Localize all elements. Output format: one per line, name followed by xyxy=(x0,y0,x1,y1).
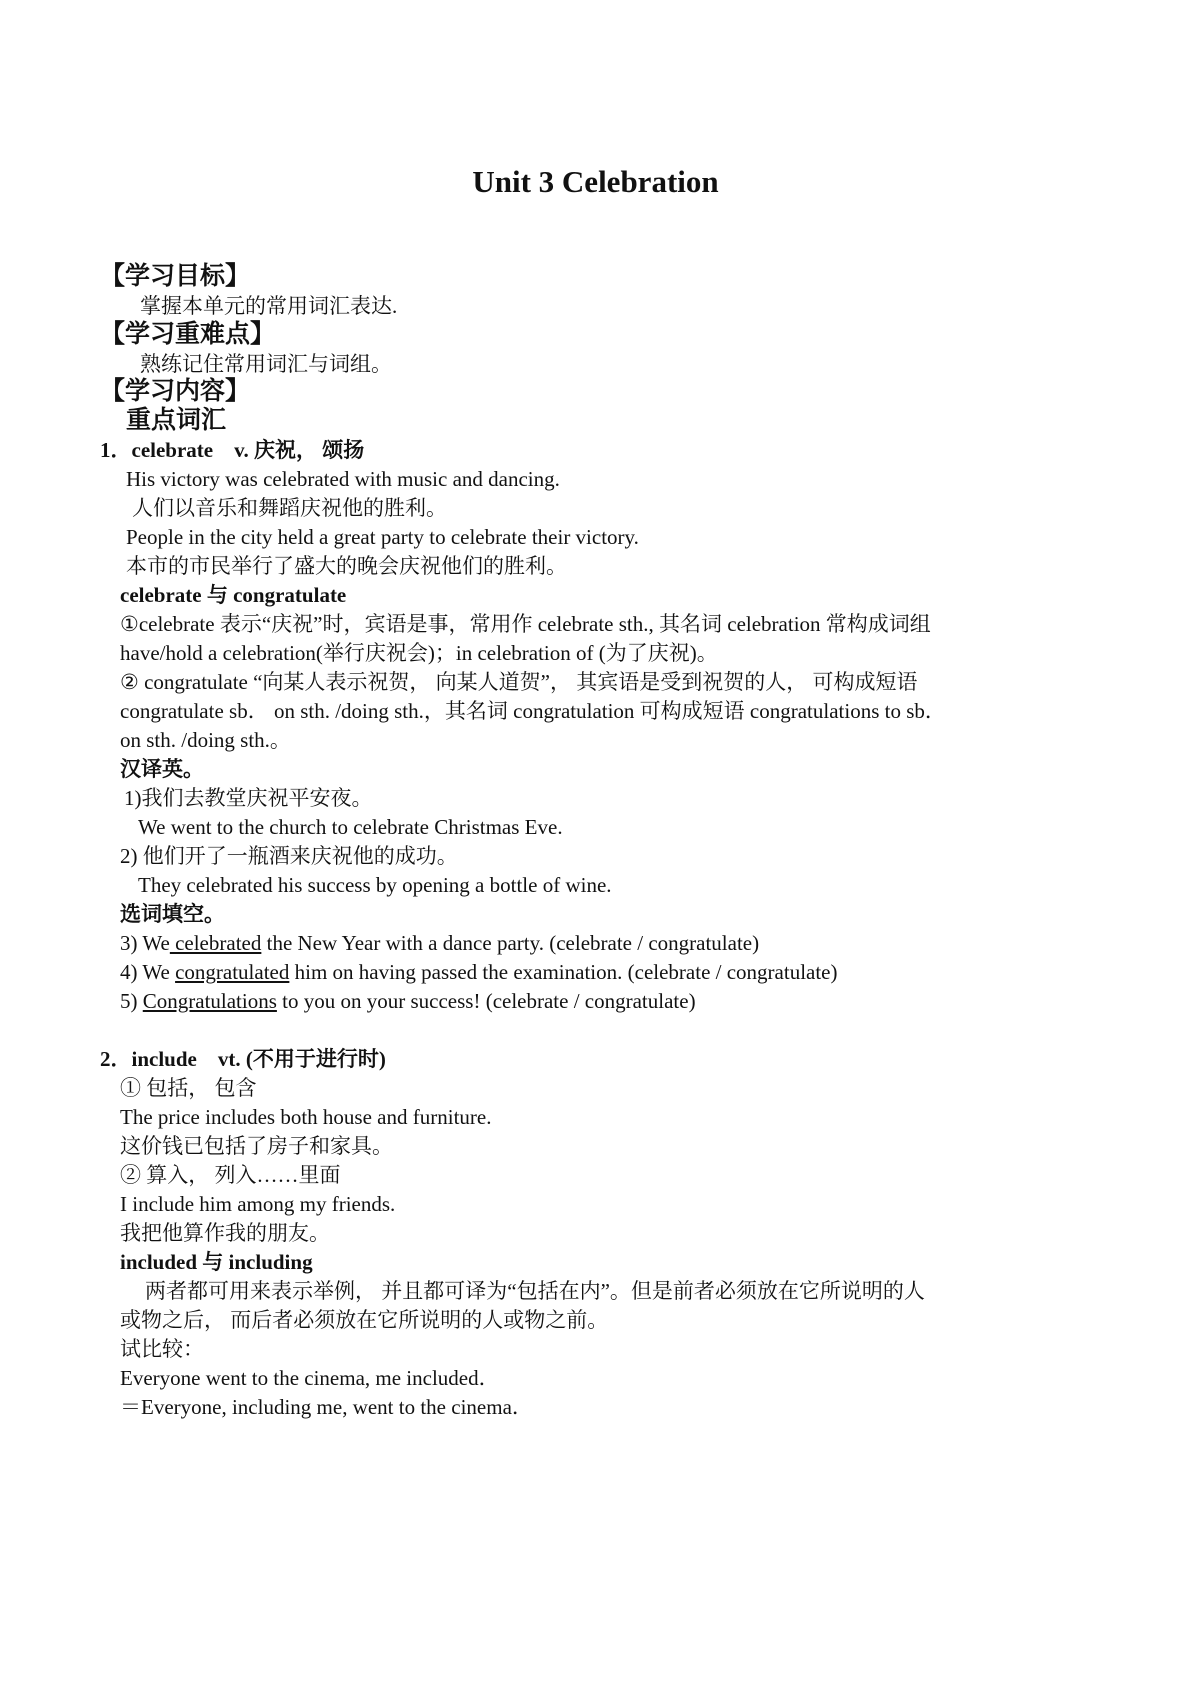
translation-1-en: We went to the church to celebrate Christmas Eve. xyxy=(138,815,563,839)
vocab-heading: 重点词汇 xyxy=(126,407,227,434)
goal-text: 掌握本单元的常用词汇表达. xyxy=(140,294,398,318)
item2-sense1: ① 包括， 包含 xyxy=(120,1076,257,1100)
translation-2-en: They celebrated his success by opening a bottle of wine. xyxy=(138,873,612,897)
item2-sense2-cn: 我把他算作我的朋友。 xyxy=(120,1221,330,1245)
item1-note2-line3: on sth. /doing sth.。 xyxy=(120,728,291,752)
key-heading: 【学习重难点】 xyxy=(100,321,276,348)
item2-sense2: ② 算入， 列入……里面 xyxy=(120,1163,341,1187)
item1-example1-en: His victory was celebrated with music and dancing. xyxy=(126,467,560,491)
fill-item-5 xyxy=(120,987,696,1015)
fill-item-3-answer: celebrated xyxy=(169,931,262,955)
item2-sense1-cn: 这价钱已包括了房子和家具。 xyxy=(120,1134,393,1158)
item2-note-line2: 或物之后， 而后者必须放在它所说明的人或物之前。 xyxy=(120,1308,609,1332)
item1-example2-en: People in the city held a great party to celebrate their victory. xyxy=(126,525,639,549)
item1-example1-cn: 人们以音乐和舞蹈庆祝他的胜利。 xyxy=(132,496,447,520)
fill-item-4-prefix: 4) We xyxy=(120,960,176,984)
item1-heading: 1．celebrate v. 庆祝， 颂扬 xyxy=(100,438,365,462)
fill-item-3-suffix: the New Year with a dance party. (celebrate / congratulate) xyxy=(261,931,760,955)
goal-heading: 【学习目标】 xyxy=(100,263,251,290)
item1-example2-cn: 本市的市民举行了盛大的晚会庆祝他们的胜利。 xyxy=(126,554,567,578)
item2-note-line1: 两者都可用来表示举例， 并且都可译为“包括在内”。但是前者必须放在它所说明的人 xyxy=(145,1279,925,1303)
item2-compare-heading: included 与 including xyxy=(120,1250,313,1274)
item1-compare-heading: celebrate 与 congratulate xyxy=(120,583,347,607)
item1-note2-line1: ② congratulate “向某人表示祝贺， 向某人道贺”， 其宾语是受到祝贺的人， 可构成短语 xyxy=(120,670,918,694)
fill-item-5-answer: Congratulations xyxy=(142,989,277,1013)
item1-note1-line2: have/hold a celebration(举行庆祝会)；in celebration of (为了庆祝)。 xyxy=(120,641,718,665)
translation-heading: 汉译英。 xyxy=(120,757,204,781)
fill-item-4 xyxy=(120,958,838,986)
fill-item-3 xyxy=(120,929,759,957)
translation-2-cn: 2) 他们开了一瓶酒来庆祝他的成功。 xyxy=(120,844,458,868)
fill-item-5-suffix: to you on your success! (celebrate / congratulate) xyxy=(276,989,696,1013)
item2-compare-label: 试比较： xyxy=(120,1337,204,1361)
translation-1-cn: 1)我们去教堂庆祝平安夜。 xyxy=(124,786,373,810)
page-title: Unit 3 Celebration xyxy=(472,164,719,199)
item1-note2-line2: congratulate sb． on sth. /doing sth.，其名词 congratulation 可构成短语 congratulations to sb． xyxy=(120,699,946,723)
item2-sense1-en: The price includes both house and furniture. xyxy=(120,1105,492,1129)
content-heading: 【学习内容】 xyxy=(100,378,251,405)
item2-heading: 2．include vt. (不用于进行时) xyxy=(100,1047,386,1071)
item2-compare-ex1: Everyone went to the cinema, me included． xyxy=(120,1366,500,1390)
fill-blank-heading: 选词填空。 xyxy=(120,902,225,926)
key-text: 熟练记住常用词汇与词组。 xyxy=(140,352,392,376)
item1-note1-line1: ①celebrate 表示“庆祝”时，宾语是事，常用作 celebrate sth., 其名词 celebration 常构成词组 xyxy=(120,612,931,636)
fill-item-5-prefix: 5) xyxy=(120,989,143,1013)
fill-item-3-prefix: 3) We xyxy=(120,931,170,955)
fill-item-4-suffix: him on having passed the examination. (celebrate / congratulate) xyxy=(289,960,838,984)
item2-sense2-en: I include him among my friends. xyxy=(120,1192,396,1216)
item2-compare-ex2: ＝Everyone, including me, went to the cinema． xyxy=(120,1395,533,1419)
fill-item-4-answer: congratulated xyxy=(175,960,290,984)
